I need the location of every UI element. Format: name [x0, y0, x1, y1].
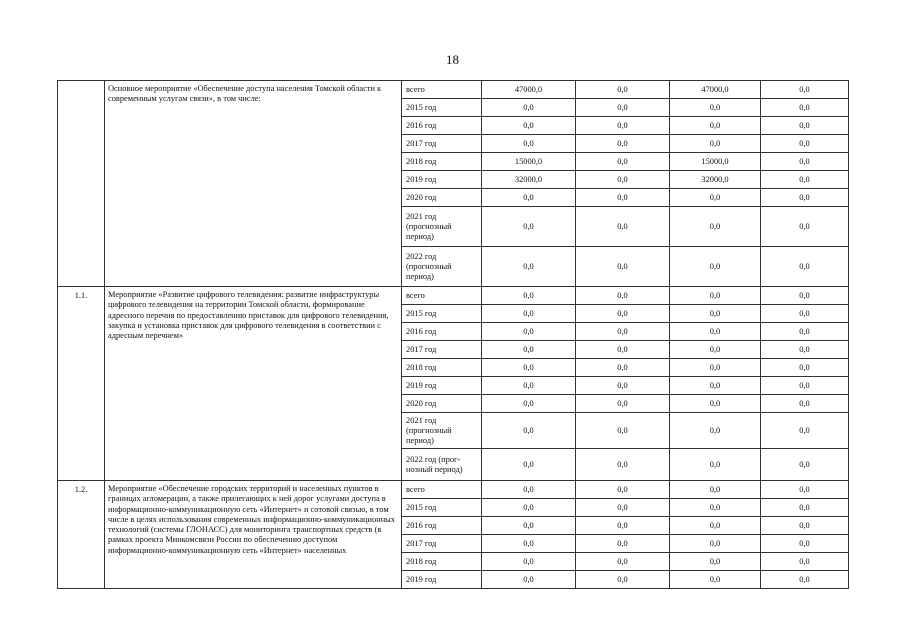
value-cell: 0,0 — [576, 341, 670, 359]
value-cell: 0,0 — [670, 395, 761, 413]
value-cell: 0,0 — [482, 535, 576, 553]
table-body — [58, 81, 849, 589]
period-cell: всего — [402, 481, 482, 499]
item-code — [58, 81, 105, 287]
value-cell: 0,0 — [482, 517, 576, 535]
value-cell: 0,0 — [670, 481, 761, 499]
value-cell: 0,0 — [482, 305, 576, 323]
value-cell: 0,0 — [670, 135, 761, 153]
value-cell: 0,0 — [761, 153, 849, 171]
period-cell: 2017 год — [402, 535, 482, 553]
period-cell: 2018 год — [402, 359, 482, 377]
period-cell: 2016 год — [402, 517, 482, 535]
value-cell: 0,0 — [761, 413, 849, 449]
period-cell: 2020 год — [402, 189, 482, 207]
value-cell: 0,0 — [761, 377, 849, 395]
value-cell: 0,0 — [670, 535, 761, 553]
period-cell: 2018 год — [402, 553, 482, 571]
value-cell: 15000,0 — [670, 153, 761, 171]
value-cell: 0,0 — [670, 377, 761, 395]
value-cell: 0,0 — [670, 99, 761, 117]
value-cell: 0,0 — [482, 99, 576, 117]
value-cell: 32000,0 — [670, 171, 761, 189]
value-cell: 0,0 — [761, 499, 849, 517]
period-cell: 2016 год — [402, 117, 482, 135]
value-cell: 0,0 — [482, 449, 576, 481]
period-cell: 2016 год — [402, 323, 482, 341]
value-cell: 0,0 — [761, 117, 849, 135]
value-cell: 0,0 — [576, 117, 670, 135]
value-cell: 0,0 — [482, 377, 576, 395]
value-cell: 0,0 — [761, 135, 849, 153]
value-cell: 0,0 — [576, 287, 670, 305]
value-cell: 0,0 — [670, 449, 761, 481]
value-cell: 47000,0 — [670, 81, 761, 99]
value-cell: 0,0 — [576, 535, 670, 553]
value-cell: 0,0 — [670, 117, 761, 135]
value-cell: 0,0 — [576, 377, 670, 395]
period-cell: 2020 год — [402, 395, 482, 413]
value-cell: 0,0 — [576, 81, 670, 99]
value-cell: 0,0 — [761, 247, 849, 287]
value-cell: 0,0 — [576, 481, 670, 499]
value-cell: 0,0 — [576, 153, 670, 171]
value-cell: 15000,0 — [482, 153, 576, 171]
value-cell: 0,0 — [761, 449, 849, 481]
period-cell: 2018 год — [402, 153, 482, 171]
value-cell: 0,0 — [482, 395, 576, 413]
value-cell: 0,0 — [670, 323, 761, 341]
value-cell: 0,0 — [576, 207, 670, 247]
value-cell: 0,0 — [761, 341, 849, 359]
item-description: Основное мероприятие «Обеспечение доступа населения Томской области к современным услугам связи», в том числе: — [105, 81, 402, 287]
value-cell: 0,0 — [576, 571, 670, 589]
value-cell: 0,0 — [482, 135, 576, 153]
value-cell: 0,0 — [482, 499, 576, 517]
period-cell: всего — [402, 287, 482, 305]
value-cell: 0,0 — [670, 287, 761, 305]
value-cell: 0,0 — [761, 571, 849, 589]
value-cell: 0,0 — [670, 553, 761, 571]
value-cell: 0,0 — [482, 287, 576, 305]
value-cell: 0,0 — [576, 553, 670, 571]
period-cell: 2022 год (прогнозный период) — [402, 247, 482, 287]
value-cell: 0,0 — [482, 413, 576, 449]
value-cell: 0,0 — [482, 553, 576, 571]
value-cell: 0,0 — [482, 481, 576, 499]
value-cell: 0,0 — [761, 207, 849, 247]
value-cell: 0,0 — [576, 135, 670, 153]
period-cell: 2019 год — [402, 377, 482, 395]
table-row — [58, 287, 849, 305]
value-cell: 0,0 — [576, 413, 670, 449]
value-cell: 0,0 — [482, 323, 576, 341]
period-cell: 2021 год (прогнозный период) — [402, 413, 482, 449]
period-cell: 2021 год (прогнозный период) — [402, 207, 482, 247]
value-cell: 0,0 — [761, 287, 849, 305]
value-cell: 0,0 — [761, 395, 849, 413]
period-cell: 2022 год (прог-нозный период) — [402, 449, 482, 481]
period-cell: 2015 год — [402, 99, 482, 117]
value-cell: 0,0 — [761, 189, 849, 207]
value-cell: 0,0 — [482, 359, 576, 377]
value-cell: 47000,0 — [482, 81, 576, 99]
value-cell: 0,0 — [761, 323, 849, 341]
value-cell: 0,0 — [761, 99, 849, 117]
value-cell: 0,0 — [576, 189, 670, 207]
item-description: Мероприятие «Обеспечение городских территорий и населенных пунктов в границах агломерации, а также прилегающих к ней дорог услугами доступа в информационно-коммуникационную сеть «Интернет» и сотовой связью, в том числе в целях использования современных информационно-коммуникационных технологий (системы ГЛОНАСС) для мониторинга транспортных средств (в рамках проекта Минкомсвязи России по обеспечению доступом информационно-коммуникационную сеть «Интернет» населенных — [105, 481, 402, 589]
period-cell: 2019 год — [402, 171, 482, 189]
value-cell: 0,0 — [761, 305, 849, 323]
value-cell: 0,0 — [576, 517, 670, 535]
value-cell: 0,0 — [576, 171, 670, 189]
value-cell: 0,0 — [670, 571, 761, 589]
value-cell: 0,0 — [670, 413, 761, 449]
value-cell: 0,0 — [482, 207, 576, 247]
value-cell: 0,0 — [761, 481, 849, 499]
period-cell: 2017 год — [402, 341, 482, 359]
budget-table — [57, 80, 849, 589]
value-cell: 0,0 — [482, 341, 576, 359]
value-cell: 0,0 — [670, 305, 761, 323]
value-cell: 0,0 — [670, 341, 761, 359]
table-row — [58, 481, 849, 499]
value-cell: 0,0 — [482, 247, 576, 287]
value-cell: 0,0 — [482, 189, 576, 207]
item-description: Мероприятие «Развитие цифрового телевидения: развитие инфраструктуры цифрового телевидения на территории Томской области, формирование адресного перечня по предоставлению приставок для цифрового телевидения, закупка и установка приставок для цифрового телевидения в соответствии с адресным перечнем» — [105, 287, 402, 481]
value-cell: 0,0 — [761, 359, 849, 377]
value-cell: 0,0 — [482, 571, 576, 589]
value-cell: 0,0 — [670, 359, 761, 377]
period-cell: всего — [402, 81, 482, 99]
table-row — [58, 81, 849, 99]
value-cell: 0,0 — [670, 247, 761, 287]
value-cell: 0,0 — [670, 517, 761, 535]
item-code: 1.2. — [58, 481, 105, 589]
value-cell: 0,0 — [761, 535, 849, 553]
item-code: 1.1. — [58, 287, 105, 481]
period-cell: 2017 год — [402, 135, 482, 153]
value-cell: 0,0 — [761, 553, 849, 571]
value-cell: 0,0 — [670, 189, 761, 207]
value-cell: 0,0 — [761, 81, 849, 99]
value-cell: 0,0 — [576, 305, 670, 323]
value-cell: 0,0 — [576, 449, 670, 481]
value-cell: 0,0 — [670, 499, 761, 517]
period-cell: 2019 год — [402, 571, 482, 589]
value-cell: 0,0 — [761, 171, 849, 189]
value-cell: 0,0 — [576, 99, 670, 117]
value-cell: 0,0 — [576, 395, 670, 413]
value-cell: 0,0 — [670, 207, 761, 247]
value-cell: 0,0 — [576, 359, 670, 377]
period-cell: 2015 год — [402, 499, 482, 517]
value-cell: 0,0 — [761, 517, 849, 535]
value-cell: 0,0 — [576, 323, 670, 341]
value-cell: 32000,0 — [482, 171, 576, 189]
value-cell: 0,0 — [482, 117, 576, 135]
period-cell: 2015 год — [402, 305, 482, 323]
value-cell: 0,0 — [576, 247, 670, 287]
page-number: 18 — [446, 52, 459, 67]
value-cell: 0,0 — [576, 499, 670, 517]
